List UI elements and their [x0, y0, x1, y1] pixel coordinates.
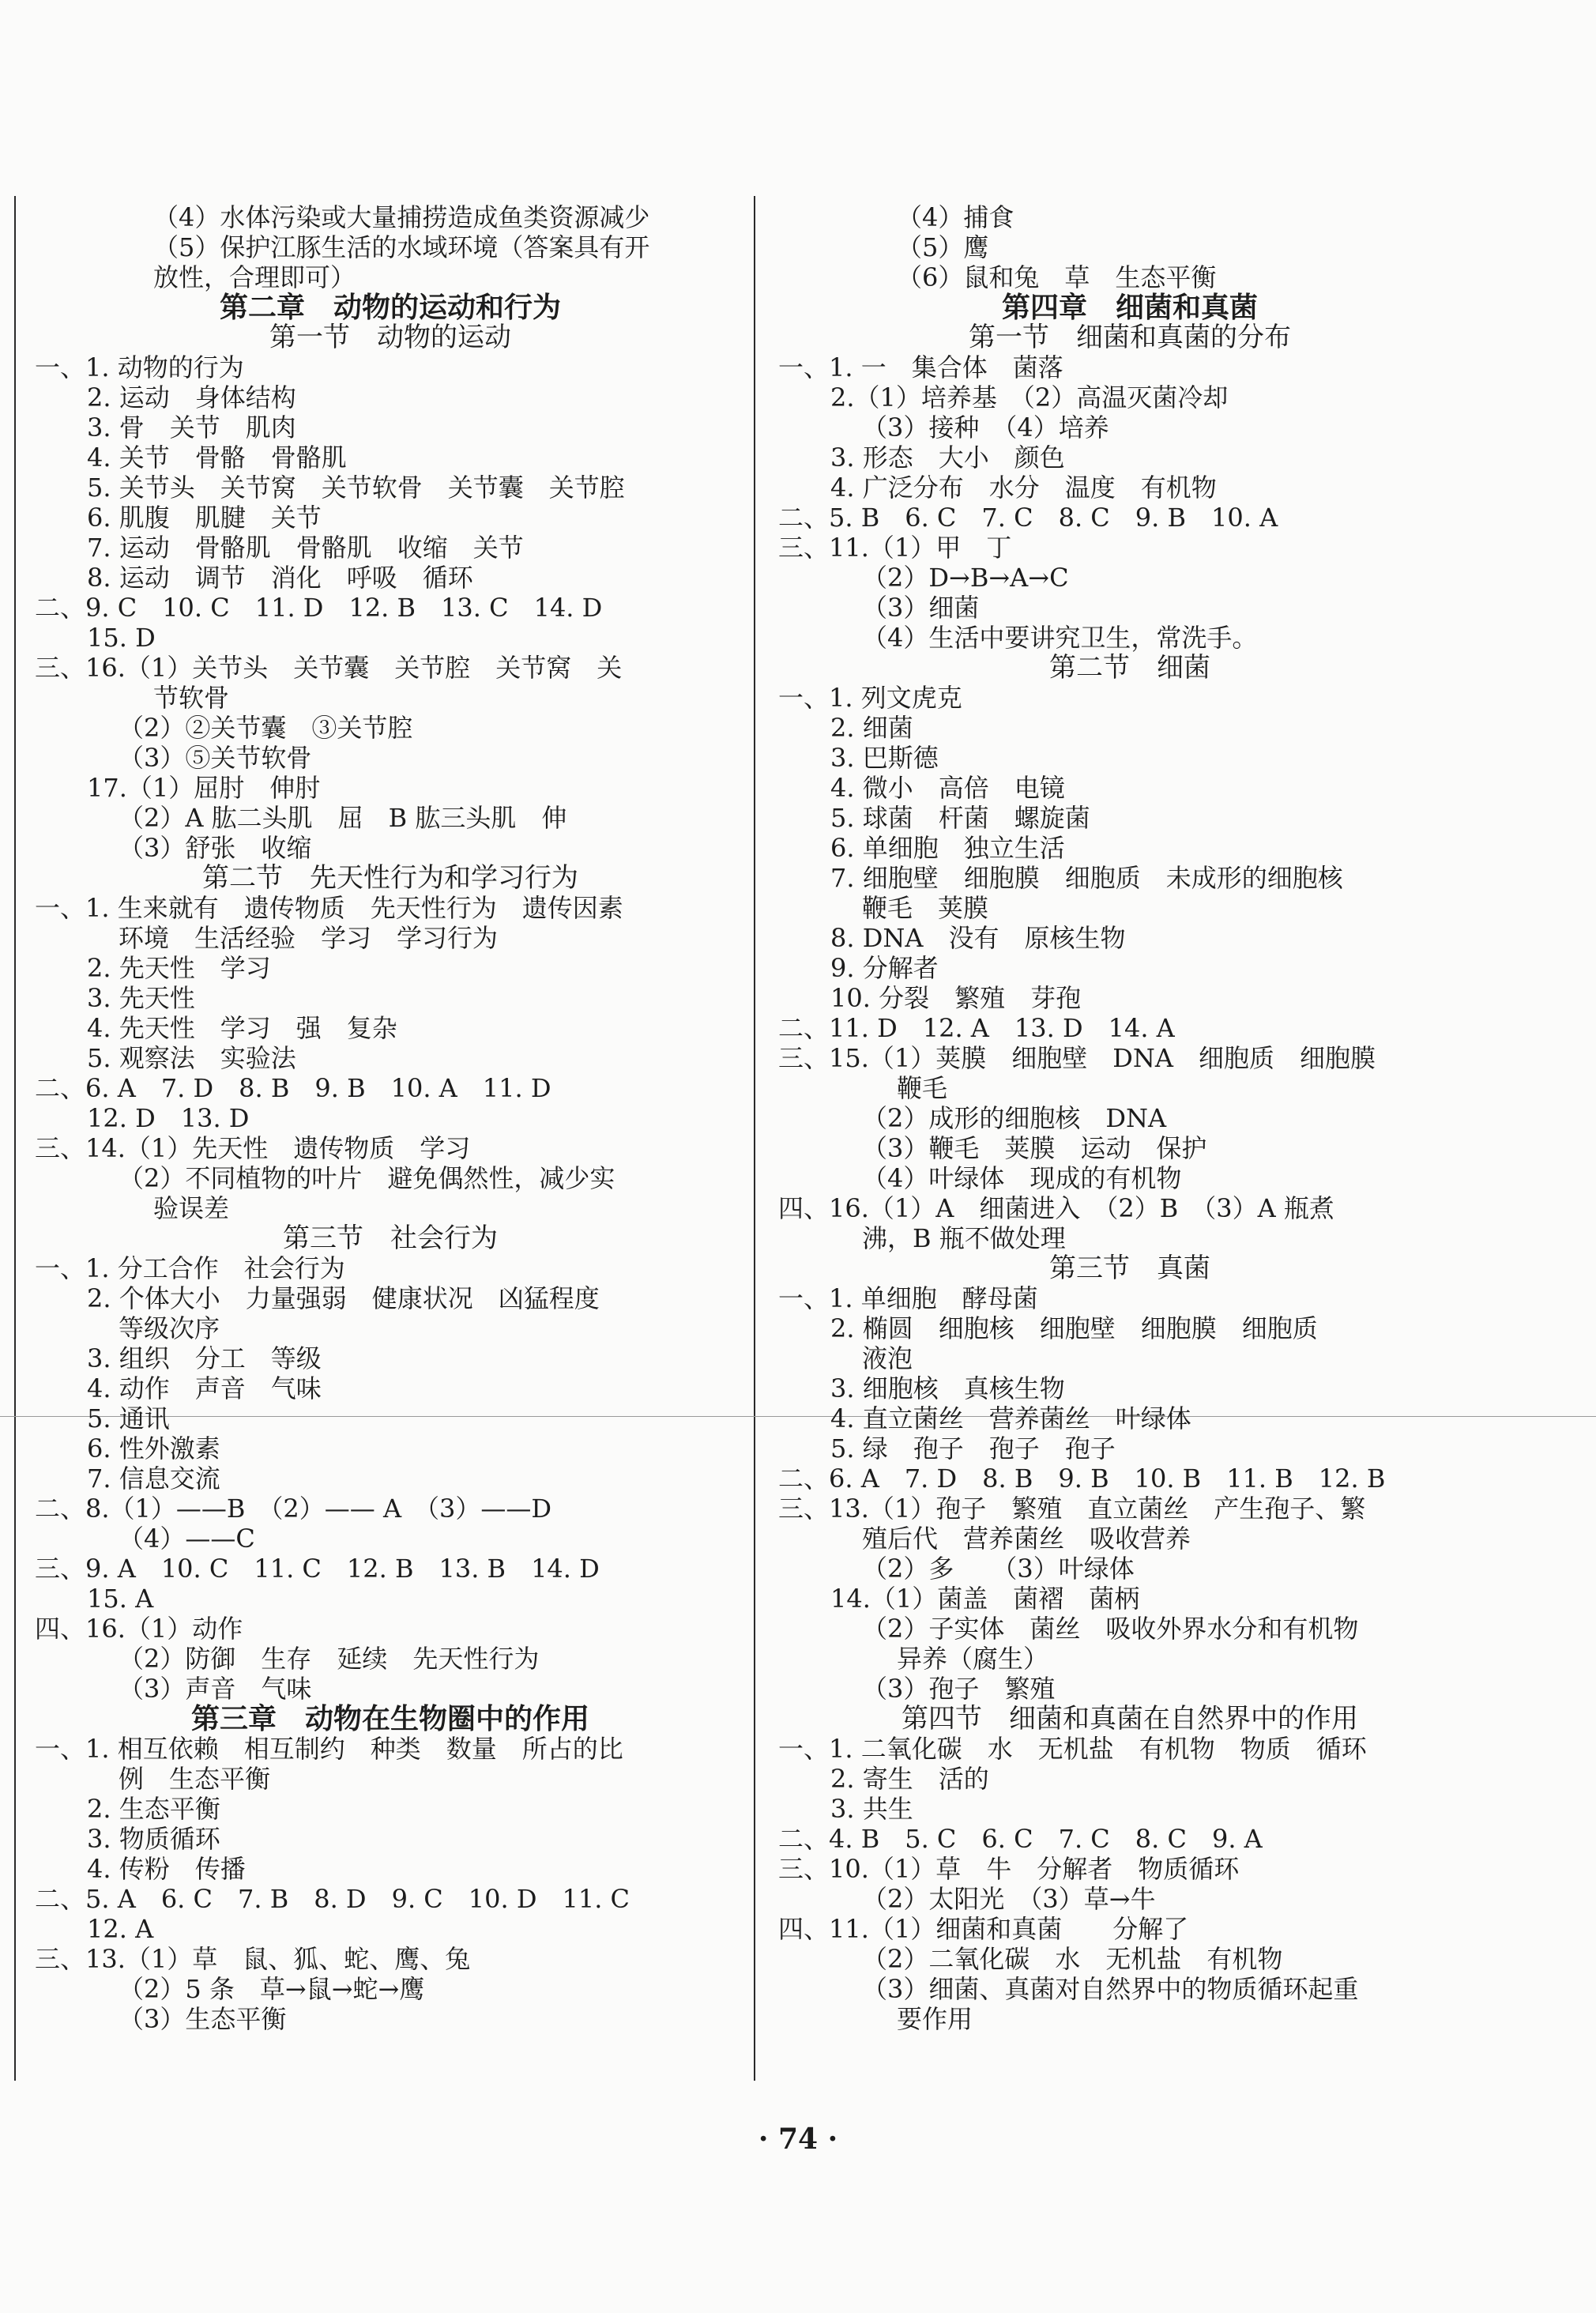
answer-line: 二、5. B 6. C 7. C 8. C 9. B 10. A [778, 503, 1278, 533]
section-heading: 第一节 细菌和真菌的分布 [969, 322, 1291, 353]
answer-line: 17.（1）屈肘 伸肘 [87, 773, 321, 803]
answer-line: 3. 先天性 [87, 983, 195, 1013]
answer-line: 三、14.（1）先天性 遗传物质 学习 [35, 1133, 471, 1163]
answer-line: 三、16.（1）关节头 关节囊 关节腔 关节窝 关 [35, 653, 623, 683]
answer-line: 一、1. 一 集合体 菌落 [778, 352, 1063, 382]
answer-line: （6）鼠和兔 草 生态平衡 [897, 262, 1217, 292]
chapter-heading: 第二章 动物的运动和行为 [219, 291, 561, 324]
answer-line: 二、5. A 6. C 7. B 8. D 9. C 10. D 11. C [35, 1884, 630, 1914]
page-number: · 74 · [758, 2123, 838, 2156]
answer-line: 2. 寄生 活的 [830, 1764, 989, 1794]
answer-line: （4）生活中要讲究卫生，常洗手。 [862, 623, 1258, 653]
answer-line: 放性，合理即可） [153, 262, 356, 292]
answer-line: 二、6. A 7. D 8. B 9. B 10. B 11. B 12. B [778, 1464, 1386, 1494]
answer-line: （2）防御 生存 延续 先天性行为 [119, 1644, 540, 1674]
answer-line: 14.（1）菌盖 菌褶 菌柄 [830, 1584, 1140, 1614]
answer-line: 四、11.（1）细菌和真菌 分解了 [778, 1914, 1189, 1944]
answer-line: 5. 球菌 杆菌 螺旋菌 [830, 803, 1090, 833]
answer-line: 殖后代 营养菌丝 吸收营养 [862, 1524, 1191, 1554]
answer-line: （2）二氧化碳 水 无机盐 有机物 [862, 1944, 1283, 1974]
answer-line: 3. 巴斯德 [830, 743, 939, 773]
answer-line: （2）子实体 菌丝 吸收外界水分和有机物 [862, 1614, 1359, 1644]
answer-line: （3）鞭毛 荚膜 运动 保护 [862, 1133, 1207, 1163]
answer-line: 3. 物质循环 [87, 1824, 220, 1854]
section-heading: 第一节 动物的运动 [269, 322, 511, 353]
answer-line: 3. 骨 关节 肌肉 [87, 412, 296, 443]
answer-line: 鞭毛 荚膜 [862, 893, 989, 923]
answer-line: 15. A [87, 1584, 154, 1614]
answer-line: 要作用 [897, 2004, 973, 2034]
answer-line: 鞭毛 [897, 1073, 948, 1103]
answer-line: 三、15.（1）荚膜 细胞壁 DNA 细胞质 细胞膜 [778, 1043, 1376, 1073]
answer-line: 9. 分解者 [830, 953, 939, 983]
answer-line: 3. 共生 [830, 1794, 913, 1824]
chapter-heading: 第四章 细菌和真菌 [1001, 291, 1258, 324]
answer-line: 节软骨 [153, 683, 230, 713]
answer-line: （3）舒张 收缩 [119, 833, 312, 863]
section-heading: 第二节 先天性行为和学习行为 [202, 862, 578, 894]
answer-line: 二、11. D 12. A 13. D 14. A [778, 1013, 1175, 1043]
answer-line: 环境 生活经验 学习 学习行为 [119, 923, 499, 953]
answer-line: 四、16.（1）A 细菌进入 （2）B （3）A 瓶煮 [778, 1193, 1334, 1223]
answer-line: 4. 微小 高倍 电镜 [830, 773, 1065, 803]
answer-line: 一、1. 二氧化碳 水 无机盐 有机物 物质 循环 [778, 1734, 1367, 1764]
answer-line: （2）多 （3）叶绿体 [862, 1554, 1135, 1584]
answer-line: 等级次序 [119, 1313, 220, 1343]
answer-line: （3）⑤关节软骨 [119, 743, 312, 773]
answer-line: 8. 运动 调节 消化 呼吸 循环 [87, 563, 473, 593]
answer-line: 15. D [87, 623, 156, 653]
chapter-heading: 第三章 动物在生物圈中的作用 [190, 1702, 589, 1735]
answer-line: 3. 形态 大小 颜色 [830, 443, 1065, 473]
answer-line: 3. 组织 分工 等级 [87, 1343, 322, 1373]
answer-line: 一、1. 生来就有 遗传物质 先天性行为 遗传因素 [35, 893, 623, 923]
section-heading: 第四节 细菌和真菌在自然界中的作用 [902, 1703, 1358, 1735]
answer-line: 2. 个体大小 力量强弱 健康状况 凶猛程度 [87, 1283, 600, 1313]
answer-column-right [778, 202, 1481, 2034]
answer-line: 例 生态平衡 [119, 1764, 271, 1794]
answer-line: 5. 通讯 [87, 1403, 170, 1433]
answer-line: 三、13.（1）草 鼠、狐、蛇、鹰、兔 [35, 1944, 471, 1974]
answer-line: 4. 直立菌丝 营养菌丝 叶绿体 [830, 1403, 1191, 1433]
answer-line: （2）D→B→A→C [862, 563, 1069, 593]
answer-line: 4. 先天性 学习 强 复杂 [87, 1013, 397, 1043]
section-heading: 第二节 细菌 [1049, 652, 1210, 684]
answer-line: 异养（腐生） [897, 1644, 1049, 1674]
answer-line: 6. 单细胞 独立生活 [830, 833, 1065, 863]
column-divider [754, 196, 755, 2081]
answer-line: （5）鹰 [897, 232, 989, 262]
answer-line: （2）5 条 草→鼠→蛇→鹰 [119, 1974, 425, 2004]
answer-line: （2）A 肱二头肌 屈 B 肱三头肌 伸 [119, 803, 567, 833]
answer-line: 2.（1）培养基 （2）高温灭菌冷却 [830, 382, 1229, 412]
answer-line: （2）②关节囊 ③关节腔 [119, 713, 413, 743]
answer-line: 三、13.（1）孢子 繁殖 直立菌丝 产生孢子、繁 [778, 1494, 1366, 1524]
answer-line: （2）不同植物的叶片 避免偶然性，减少实 [119, 1163, 615, 1193]
answer-column-left [35, 202, 746, 2034]
answer-line: 三、11.（1）甲 丁 [778, 533, 1012, 563]
answer-line: （2）太阳光 （3）草→牛 [862, 1884, 1156, 1914]
section-heading: 第三节 社会行为 [283, 1222, 498, 1254]
answer-line: 7. 细胞壁 细胞膜 细胞质 未成形的细胞核 [830, 863, 1343, 893]
answer-line: 4. 广泛分布 水分 温度 有机物 [830, 473, 1217, 503]
answer-line: （3）声音 气味 [119, 1674, 312, 1704]
section-heading: 第三节 真菌 [1049, 1253, 1210, 1284]
answer-line: 二、6. A 7. D 8. B 9. B 10. A 11. D [35, 1073, 551, 1103]
answer-line: （5）保护江豚生活的水域环境（答案具有开 [153, 232, 650, 262]
answer-line: 三、9. A 10. C 11. C 12. B 13. B 14. D [35, 1554, 600, 1584]
answer-line: 3. 细胞核 真核生物 [830, 1373, 1065, 1403]
answer-line: （3）孢子 繁殖 [862, 1674, 1056, 1704]
answer-line: 2. 运动 身体结构 [87, 382, 296, 412]
answer-line: 12. D 13. D [87, 1103, 250, 1133]
answer-line: （3）细菌 [862, 593, 980, 623]
answer-line: 6. 性外激素 [87, 1433, 220, 1464]
answer-line: 二、8.（1）——B （2）—— A （3）——D [35, 1494, 552, 1524]
answer-line: 一、1. 单细胞 酵母菌 [778, 1283, 1038, 1313]
answer-line: （4）水体污染或大量捕捞造成鱼类资源减少 [153, 202, 650, 232]
answer-line: 2. 椭圆 细胞核 细胞壁 细胞膜 细胞质 [830, 1313, 1318, 1343]
left-margin-rule [14, 196, 16, 2081]
answer-line: 5. 观察法 实验法 [87, 1043, 296, 1073]
answer-line: 2. 细菌 [830, 713, 913, 743]
answer-line: （3）接种 （4）培养 [862, 412, 1109, 443]
answer-line: 6. 肌腹 肌腱 关节 [87, 503, 322, 533]
answer-line: 4. 关节 骨骼 骨骼肌 [87, 443, 347, 473]
answer-line: （4）捕食 [897, 202, 1014, 232]
answer-line: 4. 动作 声音 气味 [87, 1373, 322, 1403]
answer-line: 沸，B 瓶不做处理 [862, 1223, 1066, 1253]
answer-line: 5. 绿 孢子 孢子 孢子 [830, 1433, 1116, 1464]
answer-line: （3）细菌、真菌对自然界中的物质循环起重 [862, 1974, 1359, 2004]
answer-line: 一、1. 相互依赖 相互制约 种类 数量 所占的比 [35, 1734, 623, 1764]
answer-line: 10. 分裂 繁殖 芽孢 [830, 983, 1082, 1013]
answer-line: 一、1. 列文虎克 [778, 683, 962, 713]
answer-line: 一、1. 分工合作 社会行为 [35, 1253, 345, 1283]
answer-line: 5. 关节头 关节窝 关节软骨 关节囊 关节腔 [87, 473, 625, 503]
answer-line: 2. 先天性 学习 [87, 953, 271, 983]
answer-line: 液泡 [862, 1343, 913, 1373]
answer-line: 四、16.（1）动作 [35, 1614, 243, 1644]
answer-line: 7. 运动 骨骼肌 骨骼肌 收缩 关节 [87, 533, 524, 563]
answer-line: 8. DNA 没有 原核生物 [830, 923, 1126, 953]
answer-line: （4）——C [119, 1524, 255, 1554]
answer-line: （4）叶绿体 现成的有机物 [862, 1163, 1182, 1193]
answer-line: 二、4. B 5. C 6. C 7. C 8. C 9. A [778, 1824, 1263, 1854]
answer-line: 2. 生态平衡 [87, 1794, 220, 1824]
answer-line: 7. 信息交流 [87, 1464, 220, 1494]
answer-line: 验误差 [153, 1193, 230, 1223]
answer-line: 4. 传粉 传播 [87, 1854, 246, 1884]
answer-line: （3）生态平衡 [119, 2004, 287, 2034]
answer-line: 三、10.（1）草 牛 分解者 物质循环 [778, 1854, 1240, 1884]
answer-line: 一、1. 动物的行为 [35, 352, 244, 382]
answer-line: （2）成形的细胞核 DNA [862, 1103, 1167, 1133]
answer-line: 12. A [87, 1914, 154, 1944]
answer-line: 二、9. C 10. C 11. D 12. B 13. C 14. D [35, 593, 603, 623]
